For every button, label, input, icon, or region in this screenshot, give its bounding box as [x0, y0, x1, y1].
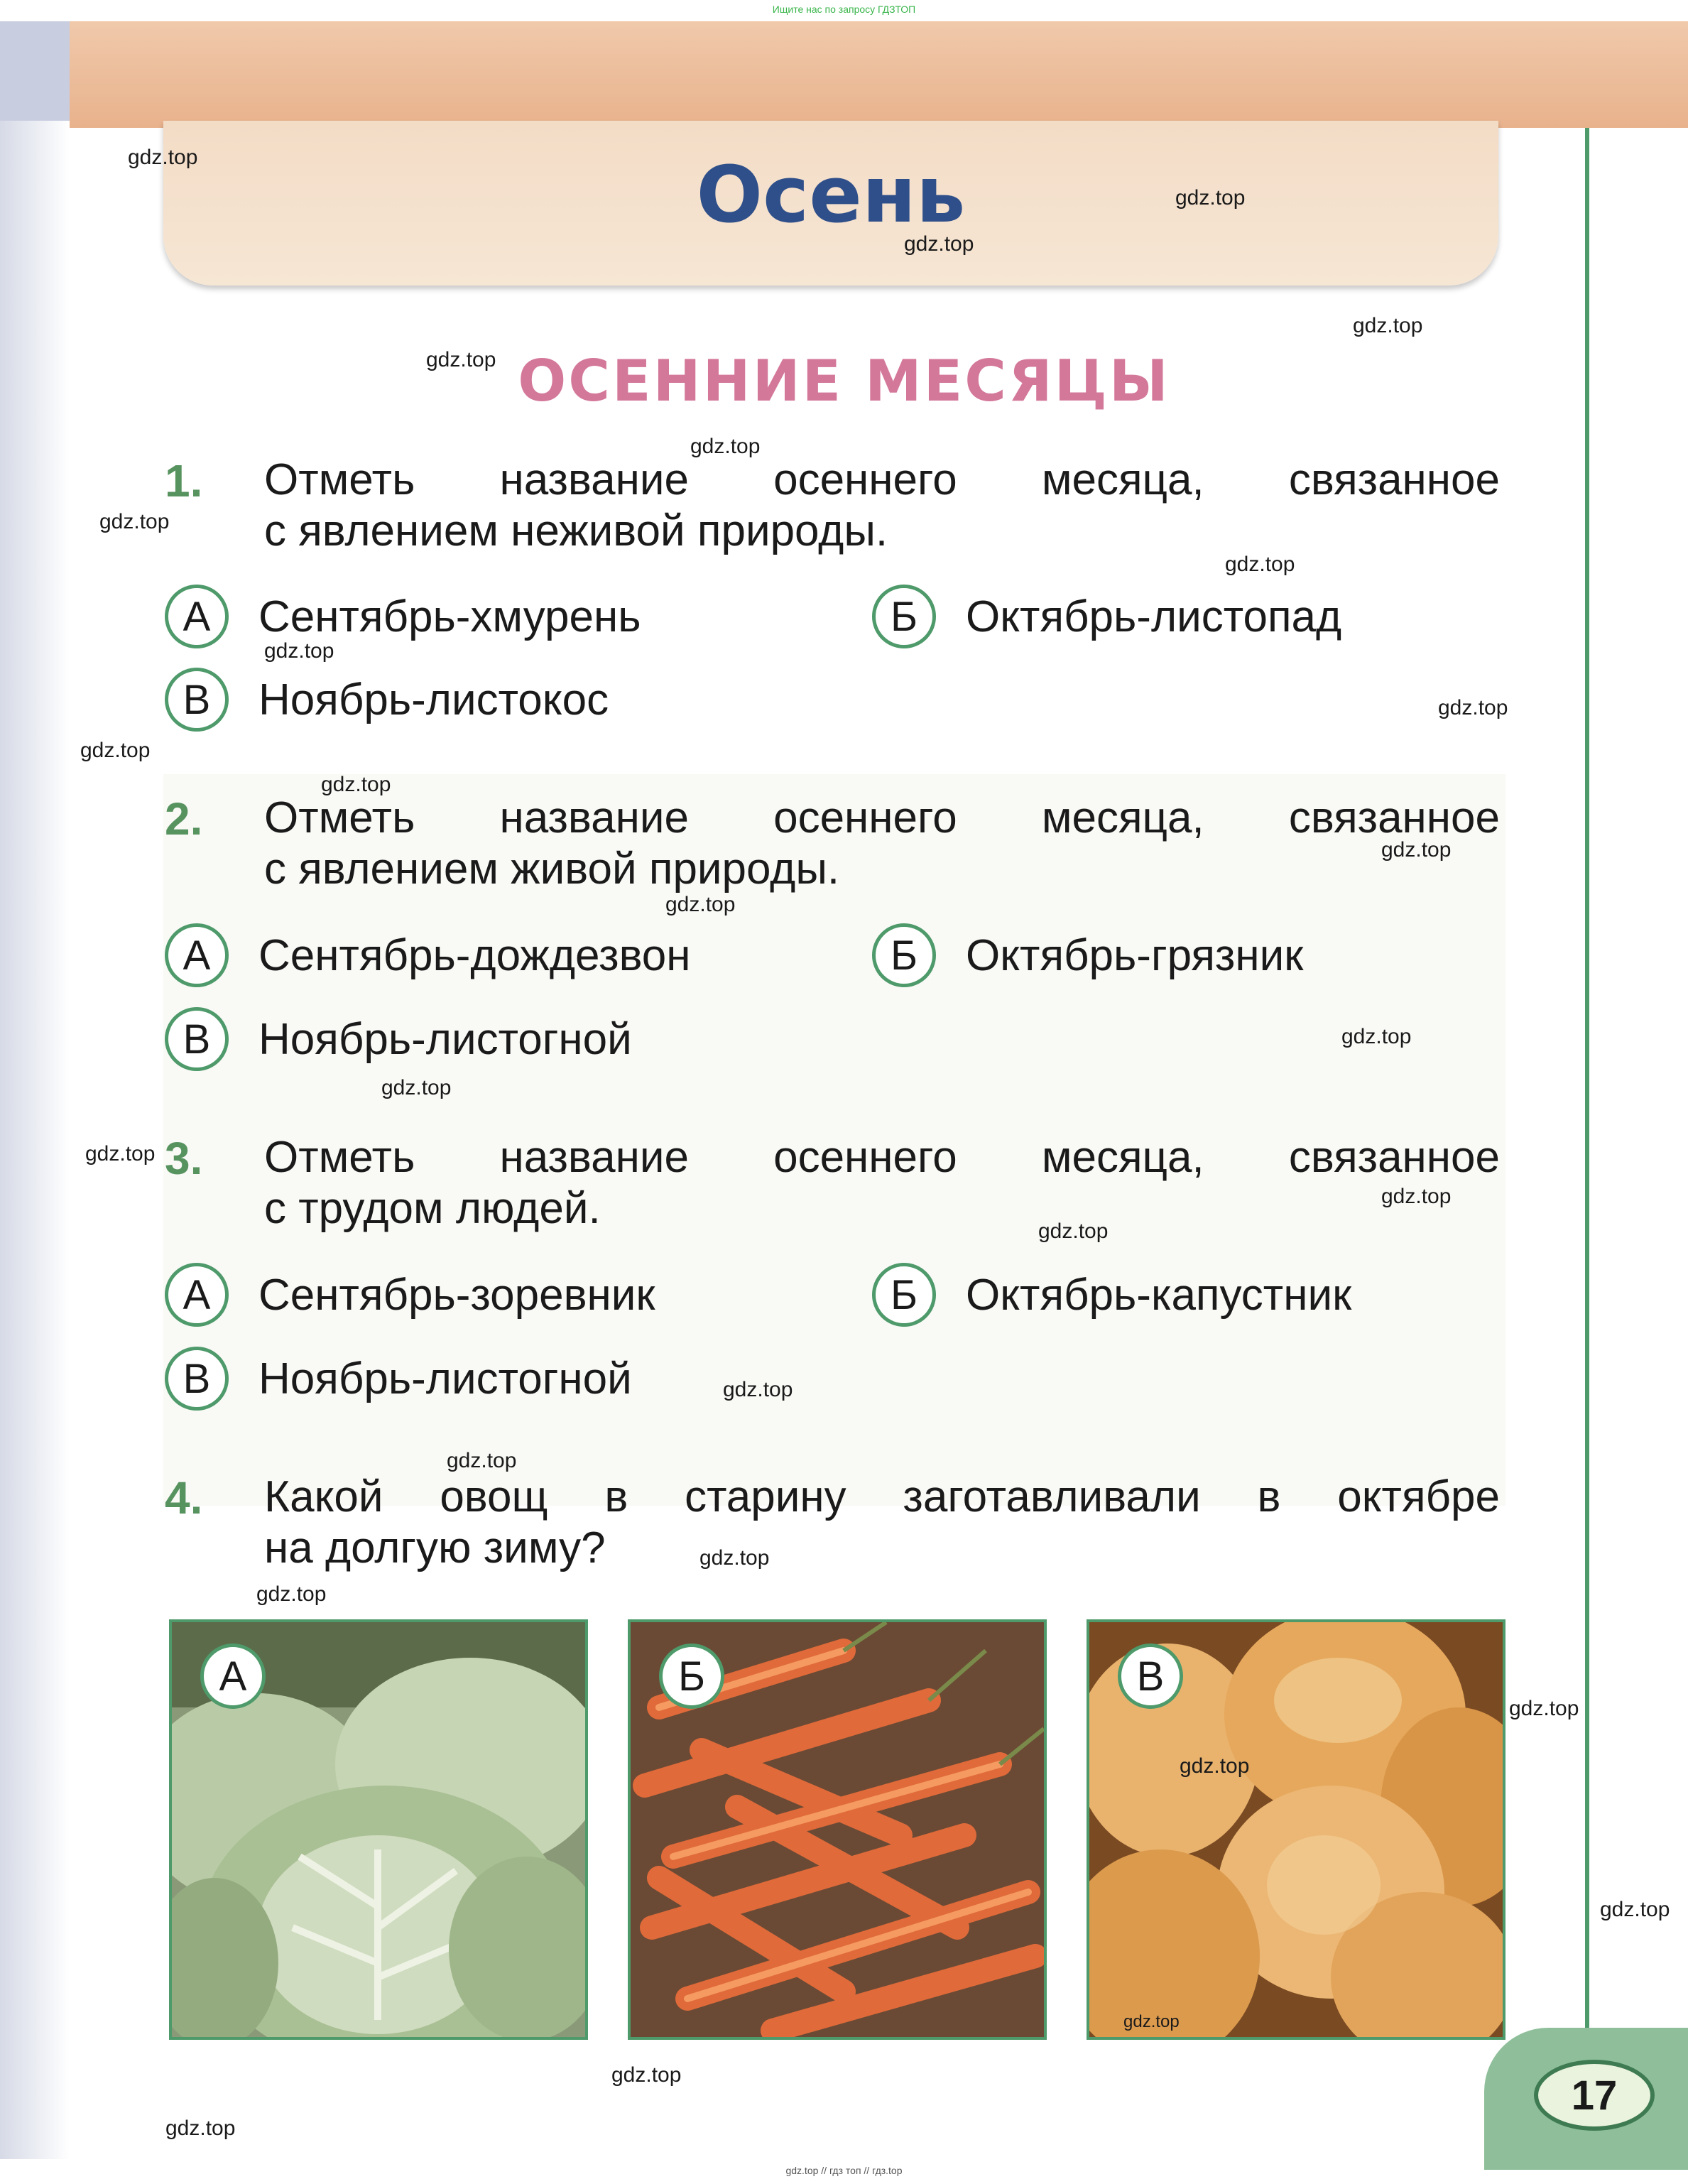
option-label: Ноябрь-листогной: [258, 1014, 632, 1064]
watermark: gdz.top: [80, 739, 151, 762]
watermark: gdz.top: [1038, 1219, 1109, 1243]
chapter-title: Осень: [696, 149, 966, 240]
watermark: gdz.top: [904, 232, 974, 256]
q2-option-b[interactable]: [872, 923, 1303, 987]
watermark: gdz.top: [665, 893, 736, 916]
option-label: Октябрь-грязник: [966, 930, 1304, 980]
question-3-number: 3.: [165, 1133, 203, 1184]
watermark: gdz.top: [1341, 1025, 1412, 1048]
watermark: gdz.top: [1123, 2012, 1180, 2031]
watermark: gdz.top: [1438, 696, 1508, 719]
margin-line: [1585, 128, 1589, 2046]
option-circle[interactable]: А: [165, 923, 229, 987]
watermark: gdz.top: [99, 510, 170, 533]
q1-option-c[interactable]: [165, 668, 609, 732]
watermark: gdz.top: [1180, 1754, 1250, 1778]
watermark: gdz.top: [165, 2117, 236, 2140]
q3-option-b[interactable]: [872, 1263, 1351, 1327]
q2-option-c[interactable]: [165, 1007, 632, 1071]
option-circle[interactable]: В: [165, 668, 229, 732]
q3-option-c[interactable]: [165, 1347, 632, 1411]
question-3-line-2: с трудом людей.: [264, 1184, 601, 1233]
watermark: gdz.top: [1353, 314, 1423, 337]
photo-letter-badge[interactable]: А: [200, 1644, 266, 1709]
question-1-line-2: с явлением неживой природы.: [264, 506, 888, 555]
option-circle[interactable]: Б: [872, 923, 936, 987]
watermark: gdz.top: [611, 2063, 682, 2087]
photo-letter-badge[interactable]: В: [1118, 1644, 1183, 1709]
option-label: Сентябрь-хмурень: [258, 592, 641, 641]
option-circle[interactable]: Б: [872, 585, 936, 648]
page-spine-top: [0, 21, 70, 121]
option-label: Ноябрь-листогной: [258, 1354, 632, 1403]
watermark: gdz.top: [1381, 838, 1452, 862]
question-3-text: [264, 1132, 1500, 1234]
title-tab: [163, 121, 1498, 286]
watermark: gdz.top: [699, 1546, 770, 1570]
option-circle[interactable]: А: [165, 585, 229, 648]
question-2-text: [264, 793, 1500, 895]
option-label: Ноябрь-листокос: [258, 675, 609, 724]
watermark: gdz.top: [447, 1449, 517, 1472]
option-circle[interactable]: В: [165, 1347, 229, 1411]
header-band: [70, 21, 1688, 128]
question-4-number: 4.: [165, 1472, 203, 1523]
watermark: gdz.top: [1600, 1898, 1670, 1921]
question-4-text: [264, 1472, 1500, 1574]
question-4-line-1: Какой овощ в старину заготавливали в октябре: [264, 1472, 1500, 1521]
question-4-line-2: на долгую зиму?: [264, 1523, 606, 1572]
question-2-line-2: с явлением живой природы.: [264, 844, 840, 893]
page-number: 17: [1534, 2060, 1655, 2131]
watermark: gdz.top: [381, 1076, 452, 1099]
watermark: gdz.top: [256, 1582, 327, 1606]
watermark: gdz.top: [85, 1142, 156, 1166]
option-label: Сентябрь-зоревник: [258, 1270, 655, 1320]
top-note: Ищите нас по запросу ГДЗТОП: [772, 4, 916, 15]
watermark: gdz.top: [426, 348, 496, 371]
option-circle[interactable]: Б: [872, 1263, 936, 1327]
option-label: Сентябрь-дождезвон: [258, 930, 691, 980]
q2-option-a[interactable]: [165, 923, 691, 987]
watermark: gdz.top: [1225, 553, 1295, 576]
watermark: gdz.top: [723, 1378, 793, 1401]
question-1-line-1: Отметь название осеннего месяца, связанное: [264, 455, 1500, 504]
question-1-text: [264, 455, 1500, 557]
photo-cabbage[interactable]: [169, 1619, 588, 2040]
section-title: ОСЕННИЕ МЕСЯЦЫ: [518, 348, 1170, 414]
q3-option-a[interactable]: [165, 1263, 655, 1327]
question-3-line-1: Отметь название осеннего месяца, связанное: [264, 1133, 1500, 1182]
option-circle[interactable]: А: [165, 1263, 229, 1327]
photo-carrot[interactable]: [628, 1619, 1047, 2040]
watermark: gdz.top: [264, 639, 334, 663]
question-2-number: 2.: [165, 793, 203, 844]
bottom-note: gdz.top // гдз топ // гдз.top: [785, 2165, 903, 2176]
option-label: Октябрь-капустник: [966, 1270, 1352, 1320]
question-1-number: 1.: [165, 455, 203, 506]
photo-letter-badge[interactable]: Б: [659, 1644, 724, 1709]
q1-option-a[interactable]: [165, 585, 641, 648]
watermark: gdz.top: [1175, 186, 1246, 210]
option-circle[interactable]: В: [165, 1007, 229, 1071]
watermark: gdz.top: [1381, 1185, 1452, 1208]
photo-onion[interactable]: [1087, 1619, 1505, 2040]
page-spine-shadow: [0, 21, 70, 2159]
q1-option-b[interactable]: [872, 585, 1341, 648]
question-2-line-1: Отметь название осеннего месяца, связанное: [264, 793, 1500, 842]
watermark: gdz.top: [1509, 1697, 1579, 1720]
watermark: gdz.top: [690, 435, 761, 458]
option-label: Октябрь-листопад: [966, 592, 1342, 641]
watermark: gdz.top: [321, 773, 391, 796]
watermark: gdz.top: [128, 146, 198, 169]
